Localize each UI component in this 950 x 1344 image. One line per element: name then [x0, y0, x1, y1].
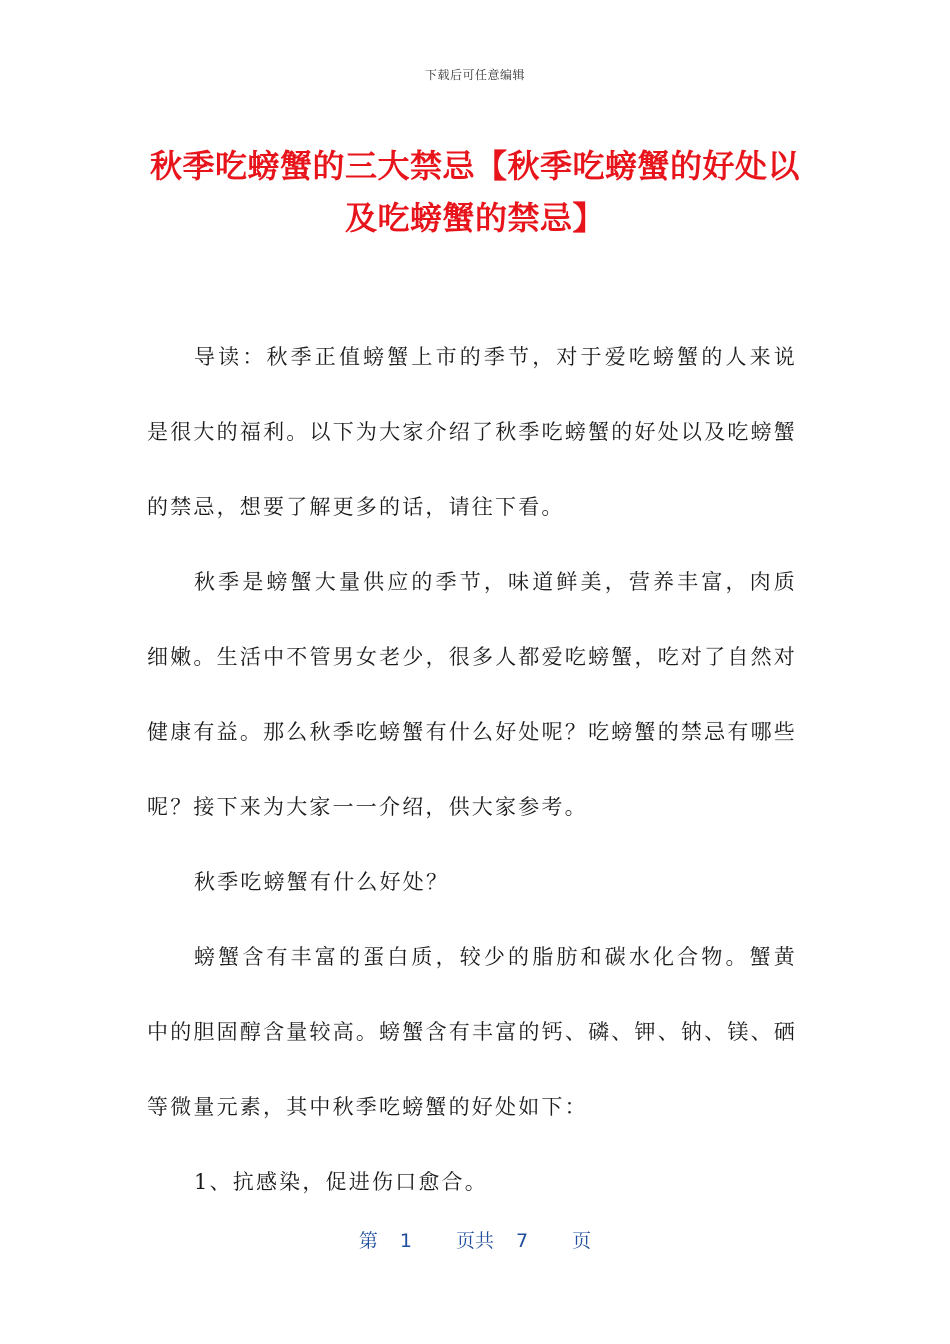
document-title: 秋季吃螃蟹的三大禁忌【秋季吃螃蟹的好处以及吃螃蟹的禁忌】 [149, 147, 800, 237]
footer-page-label: 第 [358, 1230, 378, 1252]
page-footer [0, 1226, 950, 1253]
section-heading: 秋季吃螃蟹有什么好处？ [194, 870, 450, 894]
footer-page-of-label: 页共 [455, 1230, 494, 1252]
paragraph-intro: 导读：秋季正值螃蟹上市的季节，对于爱吃螃蟹的人来说是很大的福利。以下为大家介绍了秋季吃螃蟹的好处以及吃螃蟹的禁忌，想要了解更多的话，请往下看。 [147, 345, 797, 519]
paragraph-season: 秋季是螃蟹大量供应的季节，味道鲜美，营养丰富，肉质细嫩。生活中不管男女老少，很多人都爱吃螃蟹，吃对了自然对健康有益。那么秋季吃螃蟹有什么好处呢？吃螃蟹的禁忌有哪些呢？接下来为大家一一介绍，供大家参考。 [147, 570, 797, 819]
footer-page-number: 1 [399, 1230, 412, 1252]
list-item-1: 1、抗感染，促进伤口愈合。 [194, 1170, 488, 1194]
footer-page-suffix: 页 [572, 1230, 592, 1252]
paragraph-nutrition: 螃蟹含有丰富的蛋白质，较少的脂肪和碳水化合物。蟹黄中的胆固醇含量较高。螃蟹含有丰富的钙、磷、钾、钠、镁、硒等微量元素，其中秋季吃螃蟹的好处如下： [147, 945, 797, 1119]
header-note: 下载后可任意编辑 [424, 68, 525, 82]
footer-total-pages: 7 [516, 1230, 529, 1252]
document-body [147, 320, 797, 1220]
